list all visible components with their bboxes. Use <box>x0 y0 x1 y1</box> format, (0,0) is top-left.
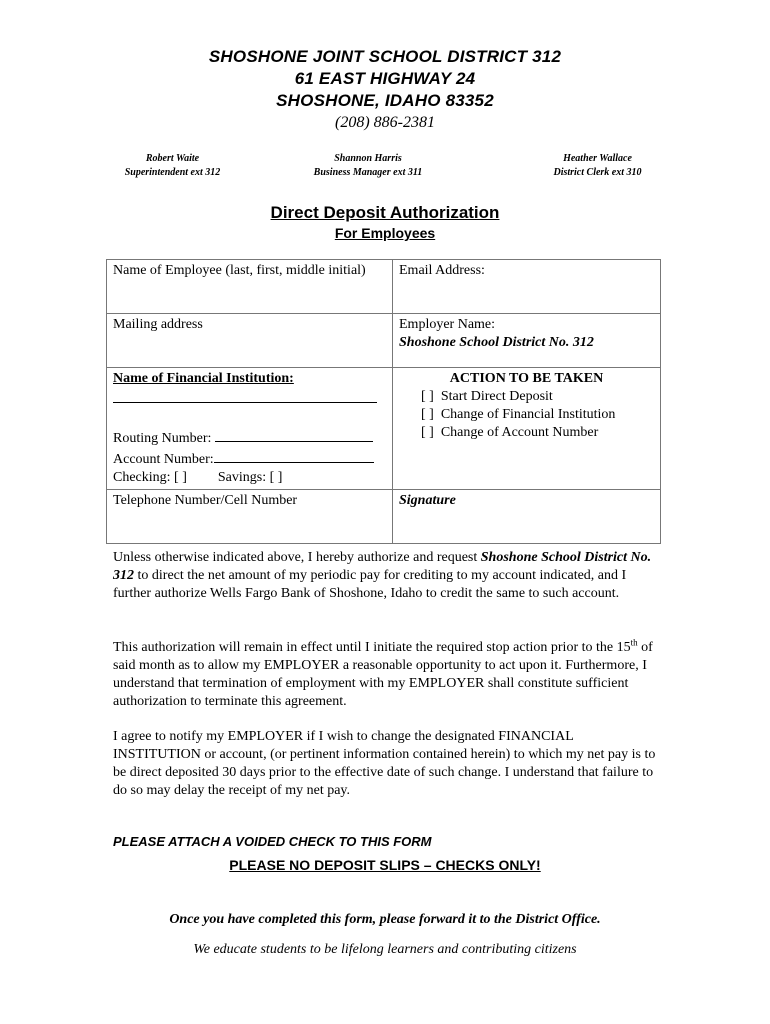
paragraph-text: This authorization will remain in effect until I initiate the required stop action prior to the 15 <box>113 640 631 655</box>
paragraph-text: I agree to notify my EMPLOYER if I wish to change the designated FINANCIAL INSTITUTION or account, (or pertinent information contained herein) to which my net pay is to be direct deposited 30 days prior to the effective date of such change. I understand that failure to do so may delay the receipt of my net pay. <box>113 729 656 798</box>
effect-paragraph <box>113 639 661 711</box>
paragraph-text: to direct the net amount of my periodic pay for crediting to my account indicated, and I further authorize Wells Fargo Bank of Shoshone, Idaho to credit the same to such account. <box>113 568 627 601</box>
staff-district-clerk <box>525 152 670 180</box>
action-start-deposit[interactable] <box>399 388 654 406</box>
district-city: SHOSHONE, IDAHO 83352 <box>276 91 494 110</box>
no-deposit-slips-notice: PLEASE NO DEPOSIT SLIPS – CHECKS ONLY! <box>229 857 541 873</box>
savings-checkbox[interactable]: [ ] <box>269 470 283 485</box>
action-label: Start Direct Deposit <box>440 389 553 404</box>
staff-business-manager <box>292 152 444 180</box>
staff-title: Superintendent ext 312 <box>124 167 221 178</box>
employer-label: Employer Name: <box>399 317 496 332</box>
signature-label: Signature <box>399 493 456 508</box>
paragraph-text: of said month as to allow my EMPLOYER a reasonable opportunity to act upon it. Furthermore, I understand that termination of employment with my EMPLOYER shall constitute sufficient authorization to terminate this agreement. <box>113 640 653 709</box>
attach-check-notice: PLEASE ATTACH A VOIDED CHECK TO THIS FORM <box>113 834 432 849</box>
mailing-address-cell[interactable] <box>107 314 393 368</box>
district-phone: (208) 886-2381 <box>335 114 435 131</box>
routing-number-label: Routing Number: <box>113 431 212 446</box>
paragraph-text: Unless otherwise indicated above, I hereby authorize and request <box>113 550 481 565</box>
action-cell <box>393 368 661 490</box>
district-name-inline: Shoshone School District No. 312 <box>113 550 652 583</box>
telephone-label: Telephone Number/Cell Number <box>113 493 298 508</box>
forward-instruction: Once you have completed this form, please forward it to the District Office. <box>169 912 601 927</box>
financial-institution-label: Name of Financial Institution: <box>113 371 294 386</box>
account-number-field[interactable] <box>113 448 386 469</box>
staff-title: District Clerk ext 310 <box>553 167 642 178</box>
employee-info-table <box>106 259 661 544</box>
account-number-label: Account Number: <box>113 452 214 467</box>
authorization-paragraph <box>113 549 661 603</box>
district-street: 61 EAST HIGHWAY 24 <box>294 69 476 88</box>
form-subtitle: For Employees <box>334 225 436 241</box>
institution-blank[interactable] <box>113 388 386 409</box>
employer-value: Shoshone School District No. 312 <box>399 335 594 350</box>
employer-cell <box>393 314 661 368</box>
checking-checkbox[interactable]: [ ] <box>174 470 187 485</box>
telephone-cell[interactable] <box>107 490 393 544</box>
savings-label: Savings: <box>217 470 267 485</box>
staff-title: Business Manager ext 311 <box>313 167 423 178</box>
district-motto: We educate students to be lifelong learners and contributing citizens <box>193 942 577 957</box>
staff-superintendent <box>100 152 245 180</box>
signature-cell[interactable] <box>393 490 661 544</box>
ordinal-suffix: th <box>630 637 638 648</box>
action-label: Change of Account Number <box>440 425 599 440</box>
employee-name-cell[interactable] <box>107 260 393 314</box>
action-checkbox[interactable]: [ ] <box>421 425 434 440</box>
action-title: ACTION TO BE TAKEN <box>449 371 604 386</box>
routing-number-field[interactable] <box>113 427 386 448</box>
staff-name: Robert Waite <box>145 153 200 164</box>
checking-label: Checking: <box>113 470 171 485</box>
action-checkbox[interactable]: [ ] <box>421 389 434 404</box>
action-label: Change of Financial Institution <box>440 407 616 422</box>
action-checkbox[interactable]: [ ] <box>421 407 434 422</box>
action-change-institution[interactable] <box>399 406 654 424</box>
email-label: Email Address: <box>399 263 485 278</box>
staff-name: Shannon Harris <box>334 153 402 164</box>
financial-institution-cell[interactable] <box>107 368 393 490</box>
email-cell[interactable] <box>393 260 661 314</box>
employee-name-label: Name of Employee (last, first, middle initial) <box>113 263 366 278</box>
notify-paragraph <box>113 728 661 800</box>
account-type-row <box>113 469 386 487</box>
mailing-address-label: Mailing address <box>113 317 203 332</box>
form-title: Direct Deposit Authorization <box>270 203 500 222</box>
staff-name: Heather Wallace <box>563 153 632 164</box>
action-change-account[interactable] <box>399 424 654 442</box>
district-name: SHOSHONE JOINT SCHOOL DISTRICT 312 <box>208 47 562 66</box>
